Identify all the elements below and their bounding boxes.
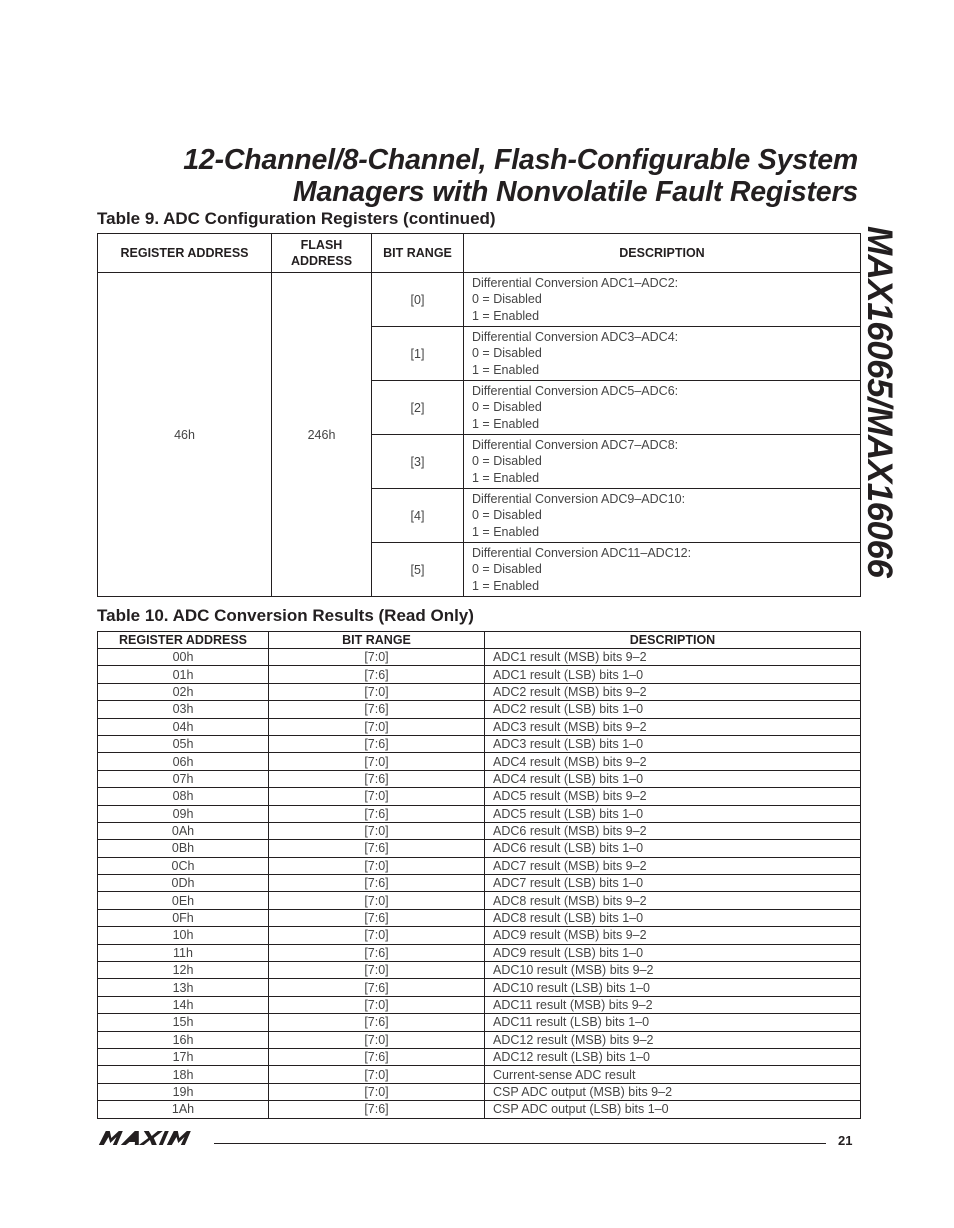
description-cell: ADC6 result (MSB) bits 9–2 — [485, 822, 861, 839]
table-row — [98, 683, 861, 700]
register-address-cell: 18h — [98, 1066, 269, 1083]
description-cell: ADC12 result (LSB) bits 1–0 — [485, 1048, 861, 1065]
table-row — [98, 770, 861, 787]
table-row — [98, 805, 861, 822]
description-line: 1 = Enabled — [472, 416, 540, 431]
description-cell: ADC2 result (LSB) bits 1–0 — [485, 701, 861, 718]
register-address-cell: 46h — [98, 273, 272, 597]
bit-range-cell: [7:6] — [269, 770, 485, 787]
bit-range-cell: [7:6] — [269, 701, 485, 718]
bit-range-cell: [7:6] — [269, 979, 485, 996]
description-cell: ADC12 result (MSB) bits 9–2 — [485, 1031, 861, 1048]
description-cell: ADC7 result (MSB) bits 9–2 — [485, 857, 861, 874]
description-line: 1 = Enabled — [472, 578, 540, 593]
description-cell: CSP ADC output (MSB) bits 9–2 — [485, 1083, 861, 1100]
table-row — [98, 1083, 861, 1100]
register-address-cell: 07h — [98, 770, 269, 787]
bit-range-cell: [7:0] — [269, 822, 485, 839]
register-address-cell: 02h — [98, 683, 269, 700]
page-number: 21 — [838, 1133, 853, 1148]
bit-range-cell: [7:6] — [269, 944, 485, 961]
bit-range-cell: [7:0] — [269, 718, 485, 735]
bit-range-cell: [7:0] — [269, 788, 485, 805]
bit-range-cell: [7:0] — [269, 857, 485, 874]
table-row — [98, 753, 861, 770]
register-address-cell: 13h — [98, 979, 269, 996]
register-address-cell: 03h — [98, 701, 269, 718]
description-cell: ADC1 result (LSB) bits 1–0 — [485, 666, 861, 683]
table-row — [98, 979, 861, 996]
register-address-cell: 1Ah — [98, 1101, 269, 1118]
description-cell: ADC2 result (MSB) bits 9–2 — [485, 683, 861, 700]
page-title — [96, 144, 858, 208]
register-address-cell: 14h — [98, 996, 269, 1013]
table-row — [98, 701, 861, 718]
description-cell — [464, 381, 861, 435]
description-line: 0 = Disabled — [472, 454, 542, 469]
bit-range-cell: [5] — [372, 543, 464, 597]
table-row — [98, 649, 861, 666]
description-line: Differential Conversion ADC3–ADC4: — [472, 329, 679, 344]
description-line: 1 = Enabled — [472, 524, 540, 539]
description-cell: ADC11 result (MSB) bits 9–2 — [485, 996, 861, 1013]
table-header-row — [98, 632, 861, 649]
table-row — [98, 1101, 861, 1118]
description-line: 0 = Disabled — [472, 508, 542, 523]
description-cell: ADC3 result (LSB) bits 1–0 — [485, 735, 861, 752]
bit-range-cell: [0] — [372, 273, 464, 327]
bit-range-cell: [2] — [372, 381, 464, 435]
description-cell: ADC8 result (LSB) bits 1–0 — [485, 909, 861, 926]
bit-range-cell: [7:0] — [269, 1083, 485, 1100]
description-cell: ADC1 result (MSB) bits 9–2 — [485, 649, 861, 666]
description-cell: ADC5 result (MSB) bits 9–2 — [485, 788, 861, 805]
bit-range-cell: [7:0] — [269, 1066, 485, 1083]
bit-range-cell: [7:6] — [269, 666, 485, 683]
register-address-cell: 19h — [98, 1083, 269, 1100]
bit-range-cell: [7:6] — [269, 1014, 485, 1031]
description-line: 0 = Disabled — [472, 562, 542, 577]
bit-range-cell: [7:0] — [269, 996, 485, 1013]
register-address-cell: 0Ch — [98, 857, 269, 874]
description-cell — [464, 435, 861, 489]
table-row — [98, 788, 861, 805]
description-cell: ADC7 result (LSB) bits 1–0 — [485, 875, 861, 892]
bit-range-cell: [7:0] — [269, 753, 485, 770]
description-line: 1 = Enabled — [472, 362, 540, 377]
table-row — [98, 1066, 861, 1083]
bit-range-cell: [7:6] — [269, 840, 485, 857]
register-address-cell: 11h — [98, 944, 269, 961]
description-cell: ADC9 result (MSB) bits 9–2 — [485, 927, 861, 944]
register-address-cell: 05h — [98, 735, 269, 752]
bit-range-cell: [3] — [372, 435, 464, 489]
table-row — [98, 857, 861, 874]
description-cell — [464, 489, 861, 543]
bit-range-cell: [7:6] — [269, 909, 485, 926]
bit-range-cell: [7:6] — [269, 1101, 485, 1118]
table-row — [98, 1014, 861, 1031]
register-address-cell: 10h — [98, 927, 269, 944]
description-line: 1 = Enabled — [472, 308, 540, 323]
bit-range-cell: [4] — [372, 489, 464, 543]
page-title-line2: Managers with Nonvolatile Fault Registers — [292, 176, 858, 208]
table-row — [98, 840, 861, 857]
register-address-cell: 16h — [98, 1031, 269, 1048]
table-row — [98, 822, 861, 839]
column-header: REGISTER ADDRESS — [98, 632, 269, 649]
description-line: Differential Conversion ADC11–ADC12: — [472, 545, 692, 560]
table-row — [98, 875, 861, 892]
bit-range-cell: [7:0] — [269, 927, 485, 944]
bit-range-cell: [7:6] — [269, 1048, 485, 1065]
description-cell: CSP ADC output (LSB) bits 1–0 — [485, 1101, 861, 1118]
table-row — [98, 1048, 861, 1065]
register-address-cell: 15h — [98, 1014, 269, 1031]
column-header: DESCRIPTION — [464, 234, 861, 273]
description-line: 0 = Disabled — [472, 346, 542, 361]
register-address-cell: 06h — [98, 753, 269, 770]
table-row — [98, 273, 861, 327]
description-cell — [464, 273, 861, 327]
table-row — [98, 892, 861, 909]
bit-range-cell: [7:0] — [269, 1031, 485, 1048]
register-address-cell: 17h — [98, 1048, 269, 1065]
bit-range-cell: [7:6] — [269, 735, 485, 752]
register-address-cell: 12h — [98, 962, 269, 979]
description-cell: ADC4 result (LSB) bits 1–0 — [485, 770, 861, 787]
column-header: DESCRIPTION — [485, 632, 861, 649]
footer-rule — [214, 1143, 826, 1144]
register-address-cell: 0Fh — [98, 909, 269, 926]
register-address-cell: 09h — [98, 805, 269, 822]
column-header: REGISTER ADDRESS — [98, 234, 272, 273]
column-header: BIT RANGE — [372, 234, 464, 273]
description-cell: ADC8 result (MSB) bits 9–2 — [485, 892, 861, 909]
register-address-cell: 0Ah — [98, 822, 269, 839]
register-address-cell: 00h — [98, 649, 269, 666]
description-cell: ADC3 result (MSB) bits 9–2 — [485, 718, 861, 735]
column-header: FLASH ADDRESS — [272, 234, 372, 273]
table-row — [98, 927, 861, 944]
table-row — [98, 735, 861, 752]
bit-range-cell: [1] — [372, 327, 464, 381]
adc-configuration-table — [97, 233, 861, 597]
description-line: 1 = Enabled — [472, 470, 540, 485]
description-cell — [464, 327, 861, 381]
flash-address-cell: 246h — [272, 273, 372, 597]
bit-range-cell: [7:0] — [269, 649, 485, 666]
maxim-logo — [98, 1130, 208, 1151]
register-address-cell: 0Eh — [98, 892, 269, 909]
table-row — [98, 909, 861, 926]
description-cell: Current-sense ADC result — [485, 1066, 861, 1083]
description-line: 0 = Disabled — [472, 400, 542, 415]
maxim-logo-graphic — [98, 1130, 208, 1146]
table-row — [98, 718, 861, 735]
description-cell: ADC9 result (LSB) bits 1–0 — [485, 944, 861, 961]
table-row — [98, 996, 861, 1013]
description-cell: ADC10 result (MSB) bits 9–2 — [485, 962, 861, 979]
bit-range-cell: [7:0] — [269, 683, 485, 700]
table10-caption: Table 10. ADC Conversion Results (Read Only) — [97, 606, 474, 625]
table-row — [98, 962, 861, 979]
description-line: Differential Conversion ADC5–ADC6: — [472, 383, 679, 398]
register-address-cell: 08h — [98, 788, 269, 805]
table9-caption: Table 9. ADC Configuration Registers (continued) — [97, 209, 496, 228]
description-cell: ADC4 result (MSB) bits 9–2 — [485, 753, 861, 770]
description-line: Differential Conversion ADC1–ADC2: — [472, 275, 679, 290]
page-title-line1: 12-Channel/8-Channel, Flash-Configurable System — [183, 144, 858, 176]
description-cell: ADC6 result (LSB) bits 1–0 — [485, 840, 861, 857]
register-address-cell: 0Bh — [98, 840, 269, 857]
description-cell — [464, 543, 861, 597]
adc-conversion-results-table — [97, 631, 861, 1119]
table-header-row — [98, 234, 861, 273]
bit-range-cell: [7:0] — [269, 892, 485, 909]
register-address-cell: 04h — [98, 718, 269, 735]
description-cell: ADC10 result (LSB) bits 1–0 — [485, 979, 861, 996]
side-part-number: MAX16065/MAX16066 — [860, 226, 899, 578]
description-cell: ADC5 result (LSB) bits 1–0 — [485, 805, 861, 822]
description-cell: ADC11 result (LSB) bits 1–0 — [485, 1014, 861, 1031]
description-line: Differential Conversion ADC9–ADC10: — [472, 491, 686, 506]
table-row — [98, 944, 861, 961]
table-row — [98, 666, 861, 683]
bit-range-cell: [7:6] — [269, 875, 485, 892]
description-line: 0 = Disabled — [472, 292, 542, 307]
column-header: BIT RANGE — [269, 632, 485, 649]
bit-range-cell: [7:0] — [269, 962, 485, 979]
register-address-cell: 01h — [98, 666, 269, 683]
description-line: Differential Conversion ADC7–ADC8: — [472, 437, 679, 452]
bit-range-cell: [7:6] — [269, 805, 485, 822]
table-row — [98, 1031, 861, 1048]
register-address-cell: 0Dh — [98, 875, 269, 892]
